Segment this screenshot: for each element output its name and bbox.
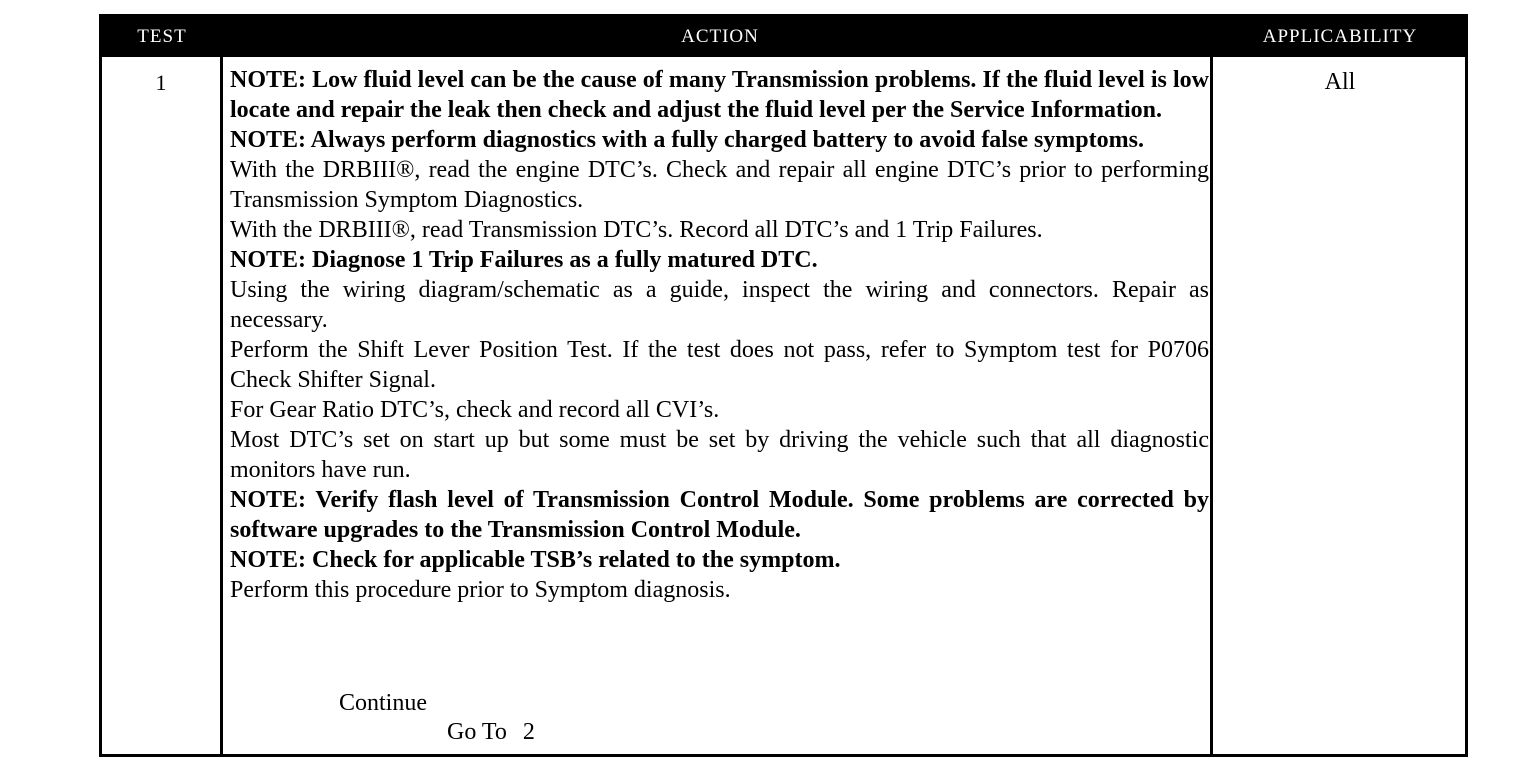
- header-applicability: APPLICABILITY: [1262, 26, 1418, 47]
- action-note: NOTE: Verify flash level of Transmission Control Module. Some problems are corrected by software upgrades to the Transmission Control Module.: [230, 487, 1209, 543]
- action-text-block: [230, 65, 1209, 605]
- goto-instruction: [447, 717, 535, 747]
- action-step: For Gear Ratio DTC’s, check and record all CVI’s.: [230, 397, 720, 423]
- table-header: [102, 17, 1465, 57]
- test-number: 1: [155, 70, 167, 95]
- action-step: Perform this procedure prior to Symptom diagnosis.: [230, 577, 731, 603]
- result-continue-label: Continue: [339, 690, 427, 716]
- action-step: Using the wiring diagram/schematic as a guide, inspect the wiring and connectors. Repair as necessary.: [230, 277, 1209, 333]
- action-step: Most DTC’s set on start up but some must be set by driving the vehicle such that all diagnostic monitors have run.: [230, 427, 1209, 483]
- applicability-value: All: [1324, 69, 1356, 95]
- header-action: ACTION: [681, 26, 759, 47]
- action-note: NOTE: Check for applicable TSB’s related to the symptom.: [230, 547, 841, 573]
- action-step: Perform the Shift Lever Position Test. If the test does not pass, refer to Symptom test for P0706 Check Shifter Signal.: [230, 337, 1209, 393]
- goto-label: Go To: [447, 719, 507, 745]
- action-note: NOTE: Diagnose 1 Trip Failures as a fully matured DTC.: [230, 247, 818, 273]
- header-test: TEST: [137, 26, 187, 47]
- action-note: NOTE: Low fluid level can be the cause of many Transmission problems. If the fluid level is low locate and repair the leak then check and adjust the fluid level per the Service Information.: [230, 67, 1209, 123]
- diagnostic-test-table: [99, 14, 1468, 757]
- action-step: With the DRBIII®, read the engine DTC’s. Check and repair all engine DTC’s prior to performing Transmission Symptom Diagnostics.: [230, 157, 1209, 213]
- action-step: With the DRBIII®, read Transmission DTC’s. Record all DTC’s and 1 Trip Failures.: [230, 217, 1043, 243]
- column-divider-test: [220, 17, 223, 754]
- goto-target[interactable]: 2: [522, 719, 535, 745]
- action-note: NOTE: Always perform diagnostics with a fully charged battery to avoid false symptoms.: [230, 127, 1144, 153]
- column-divider-action: [1210, 57, 1213, 754]
